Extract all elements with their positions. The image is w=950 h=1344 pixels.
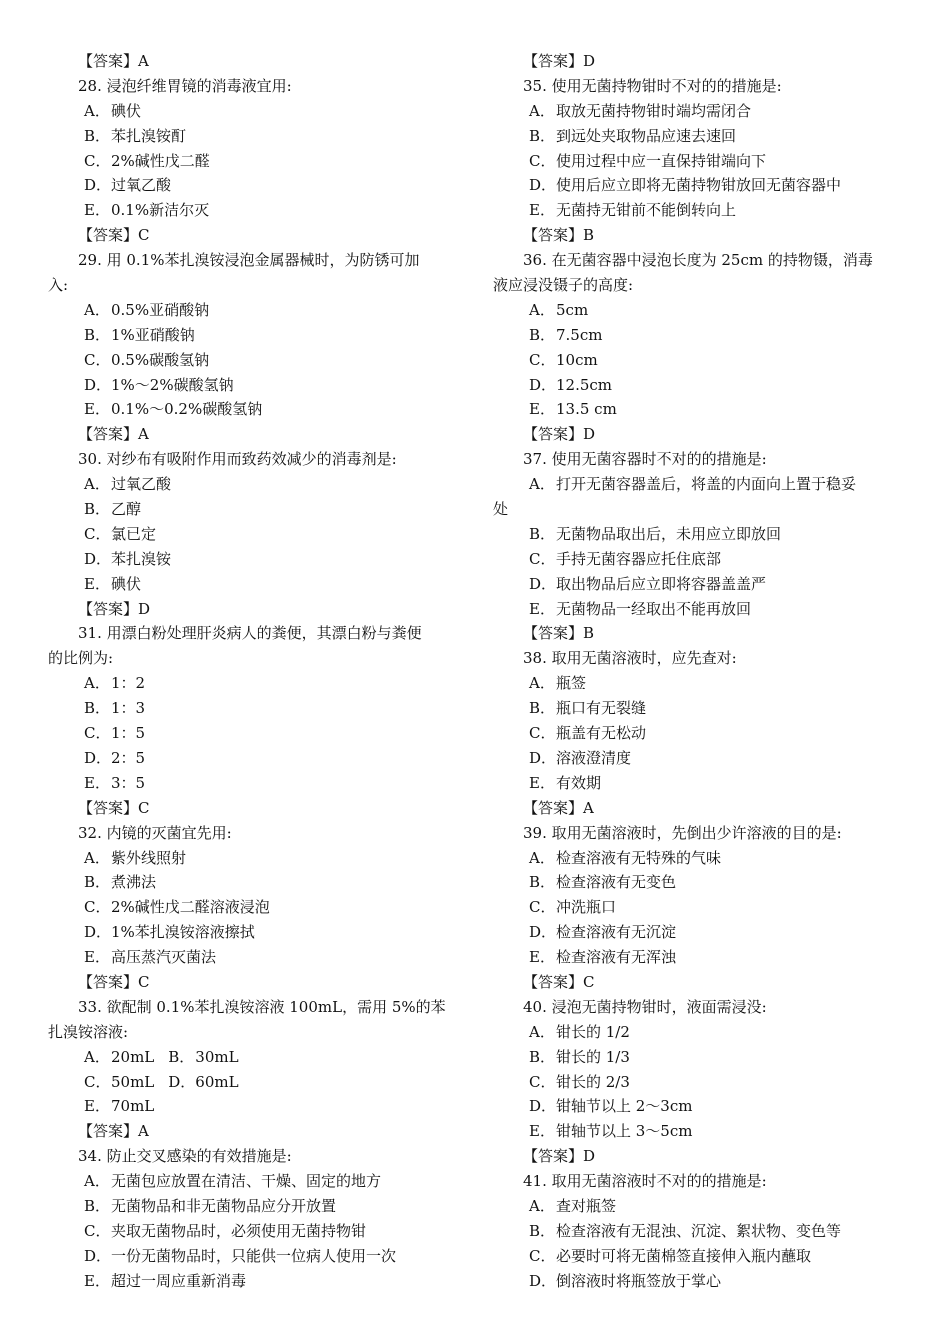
option-text: 钳轴节以上 3～5cm bbox=[556, 1122, 693, 1141]
option-text: 1%苯扎溴铵溶液擦拭 bbox=[111, 923, 255, 942]
option-item bbox=[168, 1045, 238, 1070]
option-label: D． bbox=[529, 1097, 557, 1116]
right-column bbox=[493, 49, 913, 1294]
option-line bbox=[48, 298, 468, 323]
option-line bbox=[493, 472, 913, 497]
option-label: E． bbox=[84, 574, 110, 593]
option-text: 打开无菌容器盖后，将盖的内面向上置于稳妥 bbox=[556, 475, 857, 494]
option-text: 手持无菌容器应托住底部 bbox=[556, 549, 722, 568]
option-text: 0.5%亚硝酸钠 bbox=[111, 300, 210, 319]
option-label: B． bbox=[84, 699, 111, 718]
option-label: D． bbox=[168, 1072, 196, 1091]
option-label: B． bbox=[529, 524, 556, 543]
option-text: 苯扎溴铵酊 bbox=[111, 126, 187, 145]
option-label: A． bbox=[529, 1196, 555, 1215]
question-text-continued: 处 bbox=[493, 500, 509, 519]
option-line bbox=[48, 124, 468, 149]
option-text: 13.5 cm bbox=[556, 400, 617, 419]
option-line bbox=[48, 771, 468, 796]
question-text: 37. 使用无菌容器时不对的的措施是: bbox=[523, 450, 767, 469]
option-text: 无菌物品和非无菌物品应分开放置 bbox=[111, 1196, 337, 1215]
left-column bbox=[48, 49, 468, 1294]
option-text: 0.5%碳酸氢钠 bbox=[111, 350, 210, 369]
option-text: 溶液澄清度 bbox=[556, 748, 632, 767]
question-text: 38. 取用无菌溶液时，应先查对: bbox=[523, 649, 737, 668]
option-text: 钳长的 2/3 bbox=[556, 1072, 630, 1091]
option-label: B． bbox=[84, 325, 111, 344]
option-line bbox=[48, 348, 468, 373]
option-label: C． bbox=[529, 151, 556, 170]
option-line bbox=[493, 99, 913, 124]
option-text: 氯已定 bbox=[111, 524, 157, 543]
option-label: C． bbox=[84, 724, 111, 743]
option-line bbox=[493, 572, 913, 597]
option-pair-line bbox=[48, 1045, 468, 1070]
option-text: 1%～2%碳酸氢钠 bbox=[111, 375, 234, 394]
question-text: 34. 防止交叉感染的有效措施是: bbox=[78, 1147, 292, 1166]
option-label: B． bbox=[168, 1047, 195, 1066]
option-text: 瓶盖有无松动 bbox=[556, 724, 647, 743]
option-text: 紫外线照射 bbox=[111, 848, 187, 867]
option-line bbox=[48, 497, 468, 522]
answer-line: 【答案】C bbox=[78, 226, 150, 245]
option-line bbox=[493, 298, 913, 323]
option-line bbox=[48, 373, 468, 398]
option-label: A． bbox=[84, 848, 110, 867]
question-text: 31. 用漂白粉处理肝炎病人的粪便，其漂白粉与粪便 bbox=[78, 624, 422, 643]
option-line bbox=[48, 721, 468, 746]
option-label: E． bbox=[84, 1271, 110, 1290]
option-label: C． bbox=[84, 1072, 111, 1091]
option-text: 无菌物品一经取出不能再放回 bbox=[556, 599, 752, 618]
option-label: D． bbox=[84, 176, 112, 195]
option-line bbox=[48, 870, 468, 895]
option-text: 冲洗瓶口 bbox=[556, 898, 617, 917]
option-line bbox=[48, 198, 468, 223]
option-line bbox=[493, 1045, 913, 1070]
option-text: 检查溶液有无特殊的气味 bbox=[556, 848, 722, 867]
option-label: B． bbox=[529, 325, 556, 344]
option-label: A． bbox=[529, 300, 555, 319]
option-line bbox=[48, 1244, 468, 1269]
option-line bbox=[493, 124, 913, 149]
option-label: A． bbox=[529, 475, 555, 494]
answer-line: 【答案】D bbox=[523, 1147, 596, 1166]
option-text: 30mL bbox=[195, 1047, 239, 1066]
option-text: 苯扎溴铵 bbox=[111, 549, 172, 568]
option-line bbox=[48, 522, 468, 547]
option-label: D． bbox=[529, 1271, 557, 1290]
option-line bbox=[48, 173, 468, 198]
option-label: A． bbox=[84, 1047, 110, 1066]
option-line bbox=[493, 771, 913, 796]
option-label: A． bbox=[529, 1022, 555, 1041]
question-text: 30. 对纱布有吸附作用而致药效减少的消毒剂是: bbox=[78, 450, 397, 469]
option-text: 检查溶液有无浑浊 bbox=[556, 948, 677, 967]
option-label: D． bbox=[529, 176, 557, 195]
option-label: A． bbox=[529, 101, 555, 120]
option-text: 有效期 bbox=[556, 773, 602, 792]
option-item bbox=[84, 1045, 154, 1070]
answer-line: 【答案】A bbox=[523, 798, 594, 817]
question-text-continued: 的比例为: bbox=[48, 649, 114, 668]
option-line bbox=[48, 547, 468, 572]
option-line bbox=[493, 746, 913, 771]
option-text: 2%碱性戊二醛 bbox=[111, 151, 210, 170]
answer-line: 【答案】A bbox=[78, 52, 149, 70]
option-line bbox=[493, 149, 913, 174]
option-line bbox=[48, 397, 468, 422]
option-line bbox=[493, 945, 913, 970]
option-label: D． bbox=[84, 549, 112, 568]
option-label: A． bbox=[84, 101, 110, 120]
option-text: 取出物品后应立即将容器盖盖严 bbox=[556, 574, 767, 593]
question-text: 33. 欲配制 0.1%苯扎溴铵溶液 100mL，需用 5%的苯 bbox=[78, 997, 446, 1016]
option-label: C． bbox=[529, 1072, 556, 1091]
option-label: E． bbox=[529, 948, 555, 967]
option-label: E． bbox=[84, 773, 110, 792]
answer-line: 【答案】A bbox=[78, 1122, 149, 1141]
option-text: 钳轴节以上 2～3cm bbox=[556, 1097, 693, 1116]
option-text: 取放无菌持物钳时端均需闭合 bbox=[556, 101, 752, 120]
option-line bbox=[493, 198, 913, 223]
option-label: E． bbox=[529, 400, 555, 419]
option-line bbox=[493, 895, 913, 920]
option-text: 60mL bbox=[195, 1072, 239, 1091]
option-label: C． bbox=[84, 151, 111, 170]
option-line bbox=[48, 323, 468, 348]
option-label: D． bbox=[84, 1246, 112, 1265]
option-text: 检查溶液有无沉淀 bbox=[556, 923, 677, 942]
option-line bbox=[48, 846, 468, 871]
question-text: 32. 内镜的灭菌宜先用: bbox=[78, 823, 232, 842]
option-text: 10cm bbox=[556, 350, 598, 369]
option-text: 碘伏 bbox=[111, 574, 142, 593]
option-text: 2：5 bbox=[111, 748, 146, 767]
question-text: 35. 使用无菌持物钳时不对的的措施是: bbox=[523, 76, 782, 95]
option-line bbox=[493, 920, 913, 945]
option-label: D． bbox=[84, 748, 112, 767]
option-text: 3：5 bbox=[111, 773, 146, 792]
option-line bbox=[48, 149, 468, 174]
option-label: E． bbox=[529, 201, 555, 220]
option-line bbox=[493, 696, 913, 721]
option-label: B． bbox=[84, 1196, 111, 1215]
question-text: 36. 在无菌容器中浸泡长度为 25cm 的持物镊，消毒 bbox=[523, 251, 873, 270]
option-text: 0.1%～0.2%碳酸氢钠 bbox=[111, 400, 263, 419]
option-line bbox=[493, 522, 913, 547]
answer-line: 【答案】B bbox=[523, 624, 595, 643]
question-text: 40. 浸泡无菌持物钳时，液面需浸没: bbox=[523, 997, 767, 1016]
option-line bbox=[48, 1194, 468, 1219]
option-line bbox=[493, 1094, 913, 1119]
option-text: 7.5cm bbox=[556, 325, 603, 344]
option-line bbox=[493, 397, 913, 422]
option-label: C． bbox=[529, 898, 556, 917]
option-line bbox=[493, 547, 913, 572]
option-line bbox=[493, 1244, 913, 1269]
option-line bbox=[48, 572, 468, 597]
option-text: 1：2 bbox=[111, 674, 146, 693]
option-text: 检查溶液有无变色 bbox=[556, 873, 677, 892]
answer-line: 【答案】A bbox=[78, 425, 149, 444]
option-text: 煮沸法 bbox=[111, 873, 157, 892]
option-label: C． bbox=[84, 524, 111, 543]
option-text: 一份无菌物品时，只能供一位病人使用一次 bbox=[111, 1246, 397, 1265]
option-line bbox=[493, 1219, 913, 1244]
option-label: B． bbox=[529, 126, 556, 145]
question-text: 41. 取用无菌溶液时不对的的措施是: bbox=[523, 1172, 767, 1191]
option-line bbox=[493, 348, 913, 373]
option-text: 无菌物品取出后，未用应立即放回 bbox=[556, 524, 782, 543]
option-label: A． bbox=[84, 300, 110, 319]
option-label: B． bbox=[84, 873, 111, 892]
question-text: 39. 取用无菌溶液时，先倒出少许溶液的目的是: bbox=[523, 823, 842, 842]
option-text: 5cm bbox=[556, 300, 589, 319]
option-line bbox=[48, 1169, 468, 1194]
option-line bbox=[48, 945, 468, 970]
option-pair-line bbox=[48, 1070, 468, 1095]
option-line bbox=[493, 597, 913, 622]
option-line bbox=[493, 373, 913, 398]
option-label: E． bbox=[529, 773, 555, 792]
option-line bbox=[493, 846, 913, 871]
option-text: 无菌持无钳前不能倒转向上 bbox=[556, 201, 737, 220]
option-line bbox=[493, 1070, 913, 1095]
option-line bbox=[48, 895, 468, 920]
option-text: 20mL bbox=[111, 1047, 155, 1066]
answer-line: 【答案】D bbox=[523, 425, 596, 444]
answer-line: 【答案】C bbox=[523, 972, 595, 991]
option-label: A． bbox=[84, 475, 110, 494]
option-text: 钳长的 1/2 bbox=[556, 1022, 630, 1041]
option-line bbox=[48, 472, 468, 497]
option-text: 超过一周应重新消毒 bbox=[111, 1271, 247, 1290]
option-text: 0.1%新洁尔灭 bbox=[111, 201, 210, 220]
option-item bbox=[168, 1070, 238, 1095]
option-line bbox=[493, 1020, 913, 1045]
option-line bbox=[48, 920, 468, 945]
option-line bbox=[48, 1269, 468, 1294]
option-line bbox=[493, 671, 913, 696]
option-text: 过氧乙酸 bbox=[111, 176, 172, 195]
option-label: B． bbox=[529, 1221, 556, 1240]
option-line bbox=[48, 1219, 468, 1244]
option-label: C． bbox=[84, 350, 111, 369]
option-label: D． bbox=[84, 923, 112, 942]
option-item bbox=[84, 1070, 154, 1095]
option-text: 高压蒸汽灭菌法 bbox=[111, 948, 217, 967]
option-label: D． bbox=[84, 375, 112, 394]
option-label: B． bbox=[529, 873, 556, 892]
option-label: C． bbox=[529, 549, 556, 568]
option-label: D． bbox=[529, 748, 557, 767]
option-text: 无菌包应放置在清洁、干燥、固定的地方 bbox=[111, 1172, 382, 1191]
option-label: E． bbox=[529, 599, 555, 618]
answer-line: 【答案】D bbox=[78, 599, 151, 618]
option-label: E． bbox=[84, 400, 110, 419]
option-text: 瓶口有无裂缝 bbox=[556, 699, 647, 718]
option-line bbox=[493, 1119, 913, 1144]
option-line bbox=[48, 671, 468, 696]
option-text: 50mL bbox=[111, 1072, 155, 1091]
option-label: C． bbox=[529, 1246, 556, 1265]
option-label: A． bbox=[84, 674, 110, 693]
option-text: 倒溶液时将瓶签放于掌心 bbox=[556, 1271, 722, 1290]
answer-line: 【答案】C bbox=[78, 798, 150, 817]
option-label: C． bbox=[529, 724, 556, 743]
option-text: 12.5cm bbox=[556, 375, 613, 394]
option-line bbox=[493, 870, 913, 895]
option-text: 钳长的 1/3 bbox=[556, 1047, 630, 1066]
option-label: D． bbox=[529, 574, 557, 593]
option-label: A． bbox=[529, 674, 555, 693]
option-text: 使用过程中应一直保持钳端向下 bbox=[556, 151, 767, 170]
question-text: 28. 浸泡纤维胃镜的消毒液宜用: bbox=[78, 76, 292, 95]
option-label: B． bbox=[529, 1047, 556, 1066]
option-text: 1：3 bbox=[111, 699, 146, 718]
option-label: E． bbox=[84, 201, 110, 220]
option-text: 碘伏 bbox=[111, 101, 142, 120]
option-text: 使用后应立即将无菌持物钳放回无菌容器中 bbox=[556, 176, 842, 195]
option-label: E． bbox=[529, 1122, 555, 1141]
option-label: C． bbox=[84, 1221, 111, 1240]
option-text: 乙醇 bbox=[111, 500, 142, 519]
option-line bbox=[493, 173, 913, 198]
option-label: C． bbox=[529, 350, 556, 369]
option-text: 夹取无菌物品时，必须使用无菌持物钳 bbox=[111, 1221, 367, 1240]
option-label: B． bbox=[84, 126, 111, 145]
option-line bbox=[48, 1094, 468, 1119]
option-text: 必要时可将无菌棉签直接伸入瓶内蘸取 bbox=[556, 1246, 812, 1265]
option-line bbox=[48, 696, 468, 721]
option-text: 1：5 bbox=[111, 724, 146, 743]
option-text: 70mL bbox=[111, 1097, 155, 1116]
option-label: C． bbox=[84, 898, 111, 917]
option-text: 检查溶液有无混浊、沉淀、絮状物、变色等 bbox=[556, 1221, 842, 1240]
option-text: 1%亚硝酸钠 bbox=[111, 325, 195, 344]
question-text-continued: 入: bbox=[48, 276, 69, 295]
option-line bbox=[48, 99, 468, 124]
option-text: 瓶签 bbox=[556, 674, 587, 693]
option-text: 查对瓶签 bbox=[556, 1196, 617, 1215]
option-line bbox=[493, 1194, 913, 1219]
question-text-continued: 液应浸没镊子的高度: bbox=[493, 276, 634, 295]
answer-line: 【答案】D bbox=[523, 52, 596, 70]
option-label: B． bbox=[84, 500, 111, 519]
option-label: E． bbox=[84, 948, 110, 967]
option-line bbox=[48, 746, 468, 771]
answer-line: 【答案】C bbox=[78, 972, 150, 991]
option-label: A． bbox=[84, 1172, 110, 1191]
option-label: B． bbox=[529, 699, 556, 718]
question-text-continued: 扎溴铵溶液: bbox=[48, 1022, 129, 1041]
question-text: 29. 用 0.1%苯扎溴铵浸泡金属器械时，为防锈可加 bbox=[78, 251, 420, 270]
option-line bbox=[493, 323, 913, 348]
option-label: E． bbox=[84, 1097, 110, 1116]
option-text: 到远处夹取物品应速去速回 bbox=[556, 126, 737, 145]
option-text: 2%碱性戊二醛溶液浸泡 bbox=[111, 898, 270, 917]
option-label: D． bbox=[529, 923, 557, 942]
option-label: D． bbox=[529, 375, 557, 394]
option-text: 过氧乙酸 bbox=[111, 475, 172, 494]
option-line bbox=[493, 1269, 913, 1294]
answer-line: 【答案】B bbox=[523, 226, 595, 245]
option-label: A． bbox=[529, 848, 555, 867]
option-line bbox=[493, 721, 913, 746]
